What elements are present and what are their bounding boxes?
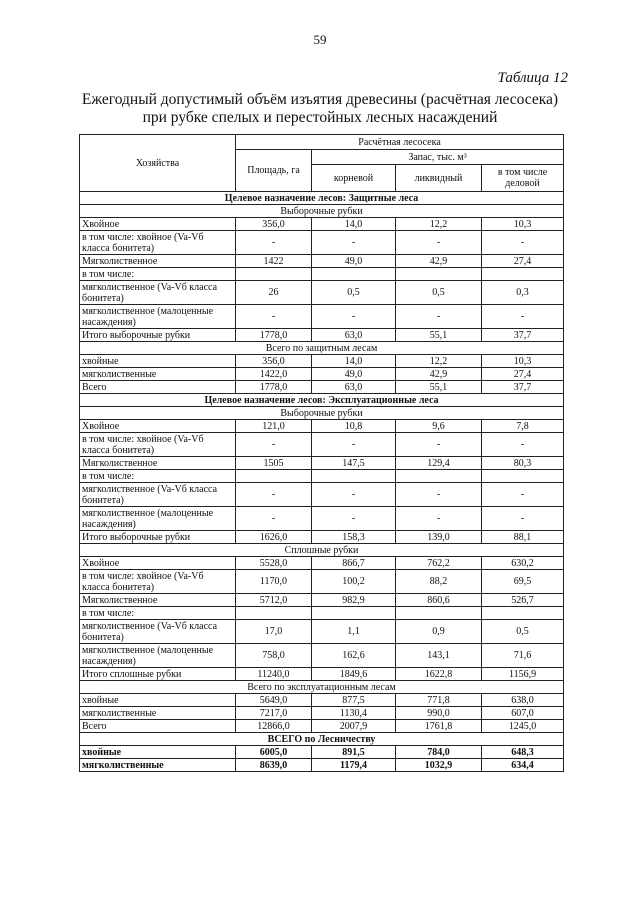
cell-value: - (396, 507, 482, 531)
header-root: корневой (312, 165, 396, 192)
table-row (80, 759, 564, 772)
cell-value: 88,2 (396, 570, 482, 594)
table-row (80, 192, 564, 205)
cell-value: 6005,0 (236, 746, 312, 759)
cell-value: - (236, 483, 312, 507)
cell-value: 42,9 (396, 255, 482, 268)
table-row (80, 433, 564, 457)
table-row (80, 218, 564, 231)
cell-value: 88,1 (482, 531, 564, 544)
row-label: хвойные (80, 746, 236, 759)
cell-value: 1505 (236, 457, 312, 470)
cell-value: 10,8 (312, 420, 396, 433)
cell-value: 11240,0 (236, 668, 312, 681)
cell-value (312, 470, 396, 483)
row-label: хвойные (80, 355, 236, 368)
table-row (80, 570, 564, 594)
table-body (80, 192, 564, 772)
cell-value: 12,2 (396, 218, 482, 231)
cell-value: 63,0 (312, 381, 396, 394)
header-cut: Расчётная лесосека (236, 135, 564, 150)
row-label: мягколиственное (Va-Vб класса бонитета) (80, 620, 236, 644)
cell-value: 100,2 (312, 570, 396, 594)
row-label: Мягколиственное (80, 457, 236, 470)
table-row (80, 342, 564, 355)
cell-value: - (396, 483, 482, 507)
table-row (80, 470, 564, 483)
row-label: в том числе: хвойное (Va-Vб класса бонитета) (80, 433, 236, 457)
table-row (80, 305, 564, 329)
table-label: Таблица 12 (497, 70, 568, 86)
cell-value: 143,1 (396, 644, 482, 668)
table-row (80, 205, 564, 218)
cell-value: 37,7 (482, 381, 564, 394)
title-line-2: при рубке спелых и перестойных лесных насаждений (142, 109, 498, 126)
cell-value: - (236, 231, 312, 255)
subsection-heading: Сплошные рубки (80, 544, 564, 557)
cell-value: 5528,0 (236, 557, 312, 570)
cell-value: 0,9 (396, 620, 482, 644)
cell-value (482, 268, 564, 281)
cell-value: 12,2 (396, 355, 482, 368)
table-row (80, 381, 564, 394)
row-label: Хвойное (80, 218, 236, 231)
table-row (80, 268, 564, 281)
cell-value: - (312, 507, 396, 531)
row-label: в том числе: (80, 470, 236, 483)
table-row (80, 281, 564, 305)
row-label: мягколиственные (80, 759, 236, 772)
cell-value: 27,4 (482, 255, 564, 268)
row-label: в том числе: хвойное (Va-Vб класса бонитета) (80, 231, 236, 255)
cell-value: 55,1 (396, 381, 482, 394)
cell-value: 80,3 (482, 457, 564, 470)
cell-value: 27,4 (482, 368, 564, 381)
cell-value: - (312, 433, 396, 457)
row-label: в том числе: (80, 268, 236, 281)
header-business: в том числе деловой (482, 165, 564, 192)
title-line-1: Ежегодный допустимый объём изъятия древесины (расчётная лесосека) (81, 91, 559, 108)
row-label: мягколиственное (малоценные насаждения) (80, 644, 236, 668)
cell-value: 71,6 (482, 644, 564, 668)
section-heading: ВСЕГО по Лесничеству (80, 733, 564, 746)
cell-value: 648,3 (482, 746, 564, 759)
row-label: в том числе: хвойное (Va-Vб класса бонитета) (80, 570, 236, 594)
cell-value: - (236, 305, 312, 329)
subsection-heading: Всего по защитным лесам (80, 342, 564, 355)
cell-value: 26 (236, 281, 312, 305)
cell-value: 42,9 (396, 368, 482, 381)
row-label: Итого выборочные рубки (80, 531, 236, 544)
cell-value: 63,0 (312, 329, 396, 342)
cell-value: 1622,8 (396, 668, 482, 681)
row-label: Мягколиственное (80, 255, 236, 268)
cell-value: - (482, 231, 564, 255)
cell-value: 12866,0 (236, 720, 312, 733)
row-label: Всего (80, 381, 236, 394)
cell-value (236, 470, 312, 483)
subsection-heading: Всего по эксплуатационным лесам (80, 681, 564, 694)
page-title (40, 91, 600, 127)
cell-value: - (482, 507, 564, 531)
row-label: Итого сплошные рубки (80, 668, 236, 681)
table-row (80, 355, 564, 368)
row-label: мягколиственное (Va-Vб класса бонитета) (80, 483, 236, 507)
cell-value: 1422 (236, 255, 312, 268)
cell-value: 356,0 (236, 355, 312, 368)
cell-value: 630,2 (482, 557, 564, 570)
section-heading: Целевое назначение лесов: Эксплуатационные леса (80, 394, 564, 407)
table-row (80, 557, 564, 570)
cell-value (396, 607, 482, 620)
cell-value (312, 607, 396, 620)
cell-value: 10,3 (482, 218, 564, 231)
page-number: 59 (313, 32, 327, 47)
row-label: хвойные (80, 694, 236, 707)
cell-value: 8639,0 (236, 759, 312, 772)
table-row (80, 733, 564, 746)
row-label: мягколиственное (малоценные насаждения) (80, 507, 236, 531)
table-row (80, 368, 564, 381)
cell-value (312, 268, 396, 281)
cell-value: 69,5 (482, 570, 564, 594)
table-row (80, 594, 564, 607)
cell-value: 638,0 (482, 694, 564, 707)
cell-value: 158,3 (312, 531, 396, 544)
cell-value: 1179,4 (312, 759, 396, 772)
cell-value: 7217,0 (236, 707, 312, 720)
header-stock: Запас, тыс. м³ (312, 150, 564, 165)
table-row (80, 457, 564, 470)
cell-value: - (312, 305, 396, 329)
cell-value: 0,5 (396, 281, 482, 305)
row-label: Итого выборочные рубки (80, 329, 236, 342)
row-label: мягколиственное (малоценные насаждения) (80, 305, 236, 329)
subsection-heading: Выборочные рубки (80, 407, 564, 420)
cell-value: 1849,6 (312, 668, 396, 681)
cell-value: - (396, 305, 482, 329)
cell-value: 139,0 (396, 531, 482, 544)
cell-value: 634,4 (482, 759, 564, 772)
section-heading: Целевое назначение лесов: Защитные леса (80, 192, 564, 205)
cell-value: - (482, 483, 564, 507)
cell-value: 771,8 (396, 694, 482, 707)
row-label: Всего (80, 720, 236, 733)
cell-value: 607,0 (482, 707, 564, 720)
cell-value: 2007,9 (312, 720, 396, 733)
logging-table (79, 134, 564, 772)
table-row (80, 544, 564, 557)
cell-value: 1626,0 (236, 531, 312, 544)
table-row (80, 507, 564, 531)
cell-value: 14,0 (312, 355, 396, 368)
cell-value: 1,1 (312, 620, 396, 644)
table-row (80, 231, 564, 255)
row-label: мягколиственные (80, 707, 236, 720)
cell-value: 129,4 (396, 457, 482, 470)
cell-value: 10,3 (482, 355, 564, 368)
cell-value: 784,0 (396, 746, 482, 759)
header-liquid: ликвидный (396, 165, 482, 192)
cell-value (396, 268, 482, 281)
cell-value: 7,8 (482, 420, 564, 433)
cell-value: - (236, 433, 312, 457)
cell-value: 5712,0 (236, 594, 312, 607)
cell-value: - (396, 433, 482, 457)
table-row (80, 255, 564, 268)
table-row (80, 746, 564, 759)
cell-value: - (482, 305, 564, 329)
cell-value: 762,2 (396, 557, 482, 570)
table-row (80, 407, 564, 420)
cell-value: - (312, 231, 396, 255)
cell-value: 1778,0 (236, 381, 312, 394)
row-label: мягколиственные (80, 368, 236, 381)
cell-value: 17,0 (236, 620, 312, 644)
cell-value: 526,7 (482, 594, 564, 607)
table-row (80, 720, 564, 733)
table-row (80, 607, 564, 620)
cell-value: 0,3 (482, 281, 564, 305)
table-row (80, 483, 564, 507)
row-label: Мягколиственное (80, 594, 236, 607)
cell-value: - (482, 433, 564, 457)
table-row (80, 394, 564, 407)
cell-value (482, 607, 564, 620)
table-row (80, 531, 564, 544)
cell-value: 877,5 (312, 694, 396, 707)
table-row (80, 694, 564, 707)
row-label: мягколиственное (Va-Vб класса бонитета) (80, 281, 236, 305)
table-row (80, 668, 564, 681)
cell-value: 758,0 (236, 644, 312, 668)
cell-value: 860,6 (396, 594, 482, 607)
cell-value (236, 607, 312, 620)
subsection-heading: Выборочные рубки (80, 205, 564, 218)
table-row (80, 644, 564, 668)
cell-value (482, 470, 564, 483)
cell-value (396, 470, 482, 483)
table-row (80, 420, 564, 433)
cell-value: 990,0 (396, 707, 482, 720)
cell-value: 5649,0 (236, 694, 312, 707)
row-label: в том числе: (80, 607, 236, 620)
header-farms: Хозяйства (80, 135, 236, 192)
row-label: Хвойное (80, 557, 236, 570)
cell-value: 356,0 (236, 218, 312, 231)
cell-value: - (236, 507, 312, 531)
table-row (80, 681, 564, 694)
cell-value: 147,5 (312, 457, 396, 470)
cell-value: - (312, 483, 396, 507)
row-label: Хвойное (80, 420, 236, 433)
cell-value: 0,5 (482, 620, 564, 644)
cell-value: 1032,9 (396, 759, 482, 772)
cell-value: 1170,0 (236, 570, 312, 594)
cell-value: 1778,0 (236, 329, 312, 342)
table-row (80, 707, 564, 720)
cell-value: 37,7 (482, 329, 564, 342)
cell-value: - (396, 231, 482, 255)
table-row (80, 329, 564, 342)
cell-value: 55,1 (396, 329, 482, 342)
cell-value (236, 268, 312, 281)
cell-value: 1245,0 (482, 720, 564, 733)
cell-value: 162,6 (312, 644, 396, 668)
cell-value: 49,0 (312, 368, 396, 381)
cell-value: 982,9 (312, 594, 396, 607)
cell-value: 1130,4 (312, 707, 396, 720)
cell-value: 1156,9 (482, 668, 564, 681)
cell-value: 9,6 (396, 420, 482, 433)
cell-value: 1761,8 (396, 720, 482, 733)
cell-value: 0,5 (312, 281, 396, 305)
cell-value: 14,0 (312, 218, 396, 231)
cell-value: 121,0 (236, 420, 312, 433)
cell-value: 866,7 (312, 557, 396, 570)
cell-value: 1422,0 (236, 368, 312, 381)
cell-value: 891,5 (312, 746, 396, 759)
header-area: Площадь, га (236, 150, 312, 192)
table-row (80, 620, 564, 644)
cell-value: 49,0 (312, 255, 396, 268)
